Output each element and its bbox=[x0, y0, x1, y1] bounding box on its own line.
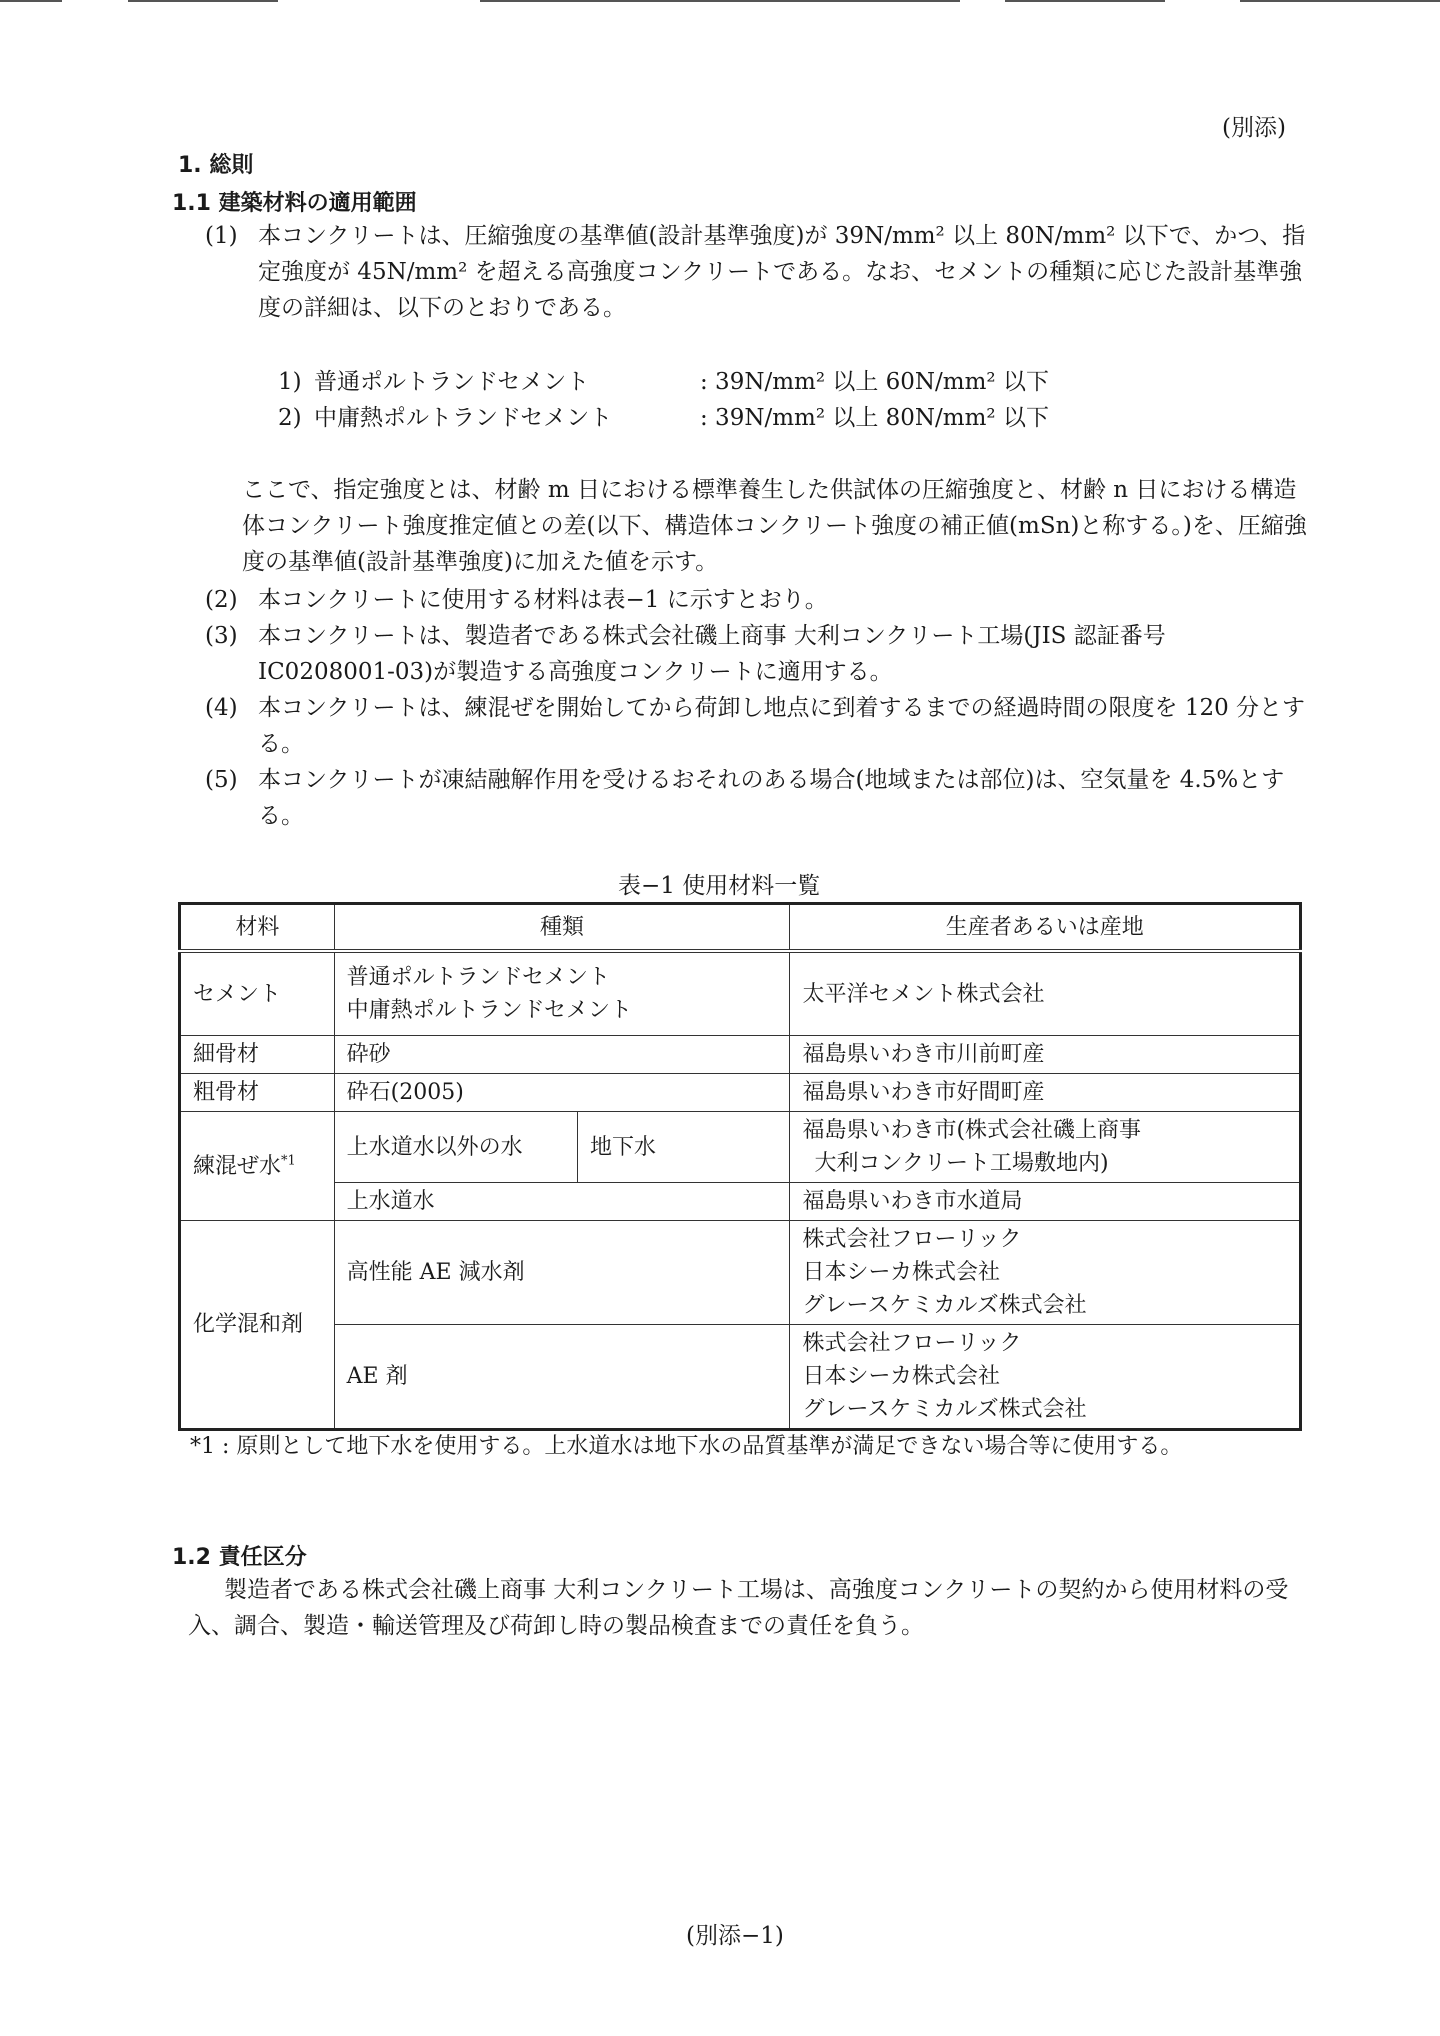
groundwater-source-line: 大利コンクリート工場敷地内) bbox=[814, 1151, 1109, 1176]
cement-range-value: : 39N/mm² 以上 60N/mm² 以下 bbox=[700, 369, 1049, 395]
cement-producer: 太平洋セメント株式会社 bbox=[790, 951, 1301, 1036]
table-row bbox=[180, 1325, 1301, 1430]
producer-line: 日本シーカ株式会社 bbox=[802, 1260, 1000, 1285]
item-number: (3) bbox=[205, 623, 238, 649]
footnote-marker: *1 bbox=[281, 1153, 296, 1169]
cement-range-value: : 39N/mm² 以上 80N/mm² 以下 bbox=[700, 405, 1049, 431]
cement-range-name: 中庸熱ポルトランドセメント bbox=[314, 405, 613, 431]
fine-aggregate-origin: 福島県いわき市川前町産 bbox=[790, 1036, 1301, 1074]
header-type: 種類 bbox=[334, 904, 790, 952]
producer-line: 日本シーカ株式会社 bbox=[802, 1364, 1000, 1389]
material-fine-aggregate: 細骨材 bbox=[180, 1036, 335, 1074]
item-number: (2) bbox=[205, 587, 238, 613]
item-number: (1) bbox=[205, 223, 238, 249]
table-row bbox=[180, 1183, 1301, 1221]
section-1-2-title: 1.2 責任区分 bbox=[172, 1545, 307, 1570]
cement-range-number: 2) bbox=[278, 405, 302, 431]
header-producer: 生産者あるいは産地 bbox=[790, 904, 1301, 952]
tap-water-label: 上水道水 bbox=[334, 1183, 790, 1221]
producer-line: グレースケミカルズ株式会社 bbox=[802, 1397, 1087, 1422]
hp-ae-water-reducer-label: 高性能 AE 減水剤 bbox=[334, 1221, 790, 1325]
item-number: (4) bbox=[205, 695, 238, 721]
item-number: (5) bbox=[205, 767, 238, 793]
producer-line: 株式会社フローリック bbox=[802, 1331, 1022, 1356]
item-5-text: 本コンクリートが凍結融解作用を受けるおそれのある場合(地域または部位)は、空気量を 4.5%とする。 bbox=[258, 767, 1285, 829]
material-coarse-aggregate: 粗骨材 bbox=[180, 1074, 335, 1112]
page-number: (別添−1) bbox=[686, 1923, 784, 1949]
scan-edge-line bbox=[128, 0, 278, 2]
cement-type: 中庸熱ポルトランドセメント bbox=[346, 998, 632, 1023]
cement-types bbox=[334, 951, 790, 1036]
table-row bbox=[180, 951, 1301, 1036]
table-footnote: *1 : 原則として地下水を使用する。上水道水は地下水の品質基準が満足できない場合等に使用する。 bbox=[190, 1434, 1183, 1459]
item-3-text: 本コンクリートは、製造者である株式会社磯上商事 大利コンクリート工場(JIS 認証番号 IC0208001-03)が製造する高強度コンクリートに適用する。 bbox=[258, 623, 1166, 685]
groundwater-source bbox=[790, 1112, 1301, 1183]
section-1-1-title: 1.1 建築材料の適用範囲 bbox=[172, 191, 417, 216]
table-row bbox=[180, 1074, 1301, 1112]
cement-range-name: 普通ポルトランドセメント bbox=[314, 369, 590, 395]
scan-edge-line bbox=[480, 0, 960, 2]
header-material: 材料 bbox=[180, 904, 335, 952]
item-2-text: 本コンクリートに使用する材料は表−1 に示すとおり。 bbox=[258, 587, 828, 613]
coarse-aggregate-origin: 福島県いわき市好間町産 bbox=[790, 1074, 1301, 1112]
ae-agent-label: AE 剤 bbox=[334, 1325, 790, 1430]
material-cement: セメント bbox=[180, 951, 335, 1036]
table-row bbox=[180, 1036, 1301, 1074]
groundwater-source-line: 福島県いわき市(株式会社磯上商事 bbox=[802, 1118, 1142, 1143]
cement-type: 普通ポルトランドセメント bbox=[346, 965, 610, 990]
hp-ae-producers bbox=[790, 1221, 1301, 1325]
section-1-title: 1. 総則 bbox=[178, 153, 254, 178]
material-chemical-admixture: 化学混和剤 bbox=[180, 1221, 335, 1430]
coarse-aggregate-type: 砕石(2005) bbox=[334, 1074, 790, 1112]
item-1-text: 本コンクリートは、圧縮強度の基準値(設計基準強度)が 39N/mm² 以上 80N/mm² 以下で、かつ、指定強度が 45N/mm² を超える高強度コンクリートである。なお、セメントの種類に応じた設計基準強度の詳細は、以下のとおりである。 bbox=[258, 223, 1306, 321]
material-mixing-water: 練混ぜ水$^{*1}$ bbox=[180, 1112, 335, 1221]
producer-line: グレースケミカルズ株式会社 bbox=[802, 1293, 1087, 1318]
fine-aggregate-type: 砕砂 bbox=[334, 1036, 790, 1074]
scan-edge-line bbox=[0, 0, 62, 2]
table-header-row bbox=[180, 904, 1301, 952]
groundwater-label: 地下水 bbox=[577, 1112, 789, 1183]
item-4-text: 本コンクリートは、練混ぜを開始してから荷卸し地点に到着するまでの経過時間の限度を 120 分とする。 bbox=[258, 695, 1306, 757]
producer-line: 株式会社フローリック bbox=[802, 1227, 1022, 1252]
attachment-mark: (別添) bbox=[1222, 115, 1286, 141]
cement-range-number: 1) bbox=[278, 369, 302, 395]
materials-table bbox=[178, 902, 1302, 1431]
tap-water-source: 福島県いわき市水道局 bbox=[790, 1183, 1301, 1221]
section-1-2-text: 製造者である株式会社磯上商事 大利コンクリート工場は、高強度コンクリートの契約から使用材料の受入、調合、製造・輸送管理及び荷卸し時の製品検査までの責任を負う。 bbox=[188, 1577, 1289, 1639]
table-caption: 表−1 使用材料一覧 bbox=[618, 873, 821, 899]
table-row bbox=[180, 1112, 1301, 1183]
table-row bbox=[180, 1221, 1301, 1325]
non-tap-water-label: 上水道水以外の水 bbox=[334, 1112, 577, 1183]
scan-edge-line bbox=[1240, 0, 1440, 2]
definition-text: ここで、指定強度とは、材齢 m 日における標準養生した供試体の圧縮強度と、材齢 n 日における構造体コンクリート強度推定値との差(以下、構造体コンクリート強度の補正値(mSn)と称する。)を、圧縮強度の基準値(設計基準強度)に加えた値を示す。 bbox=[242, 477, 1307, 575]
ae-producers bbox=[790, 1325, 1301, 1430]
scan-edge-line bbox=[1005, 0, 1165, 2]
